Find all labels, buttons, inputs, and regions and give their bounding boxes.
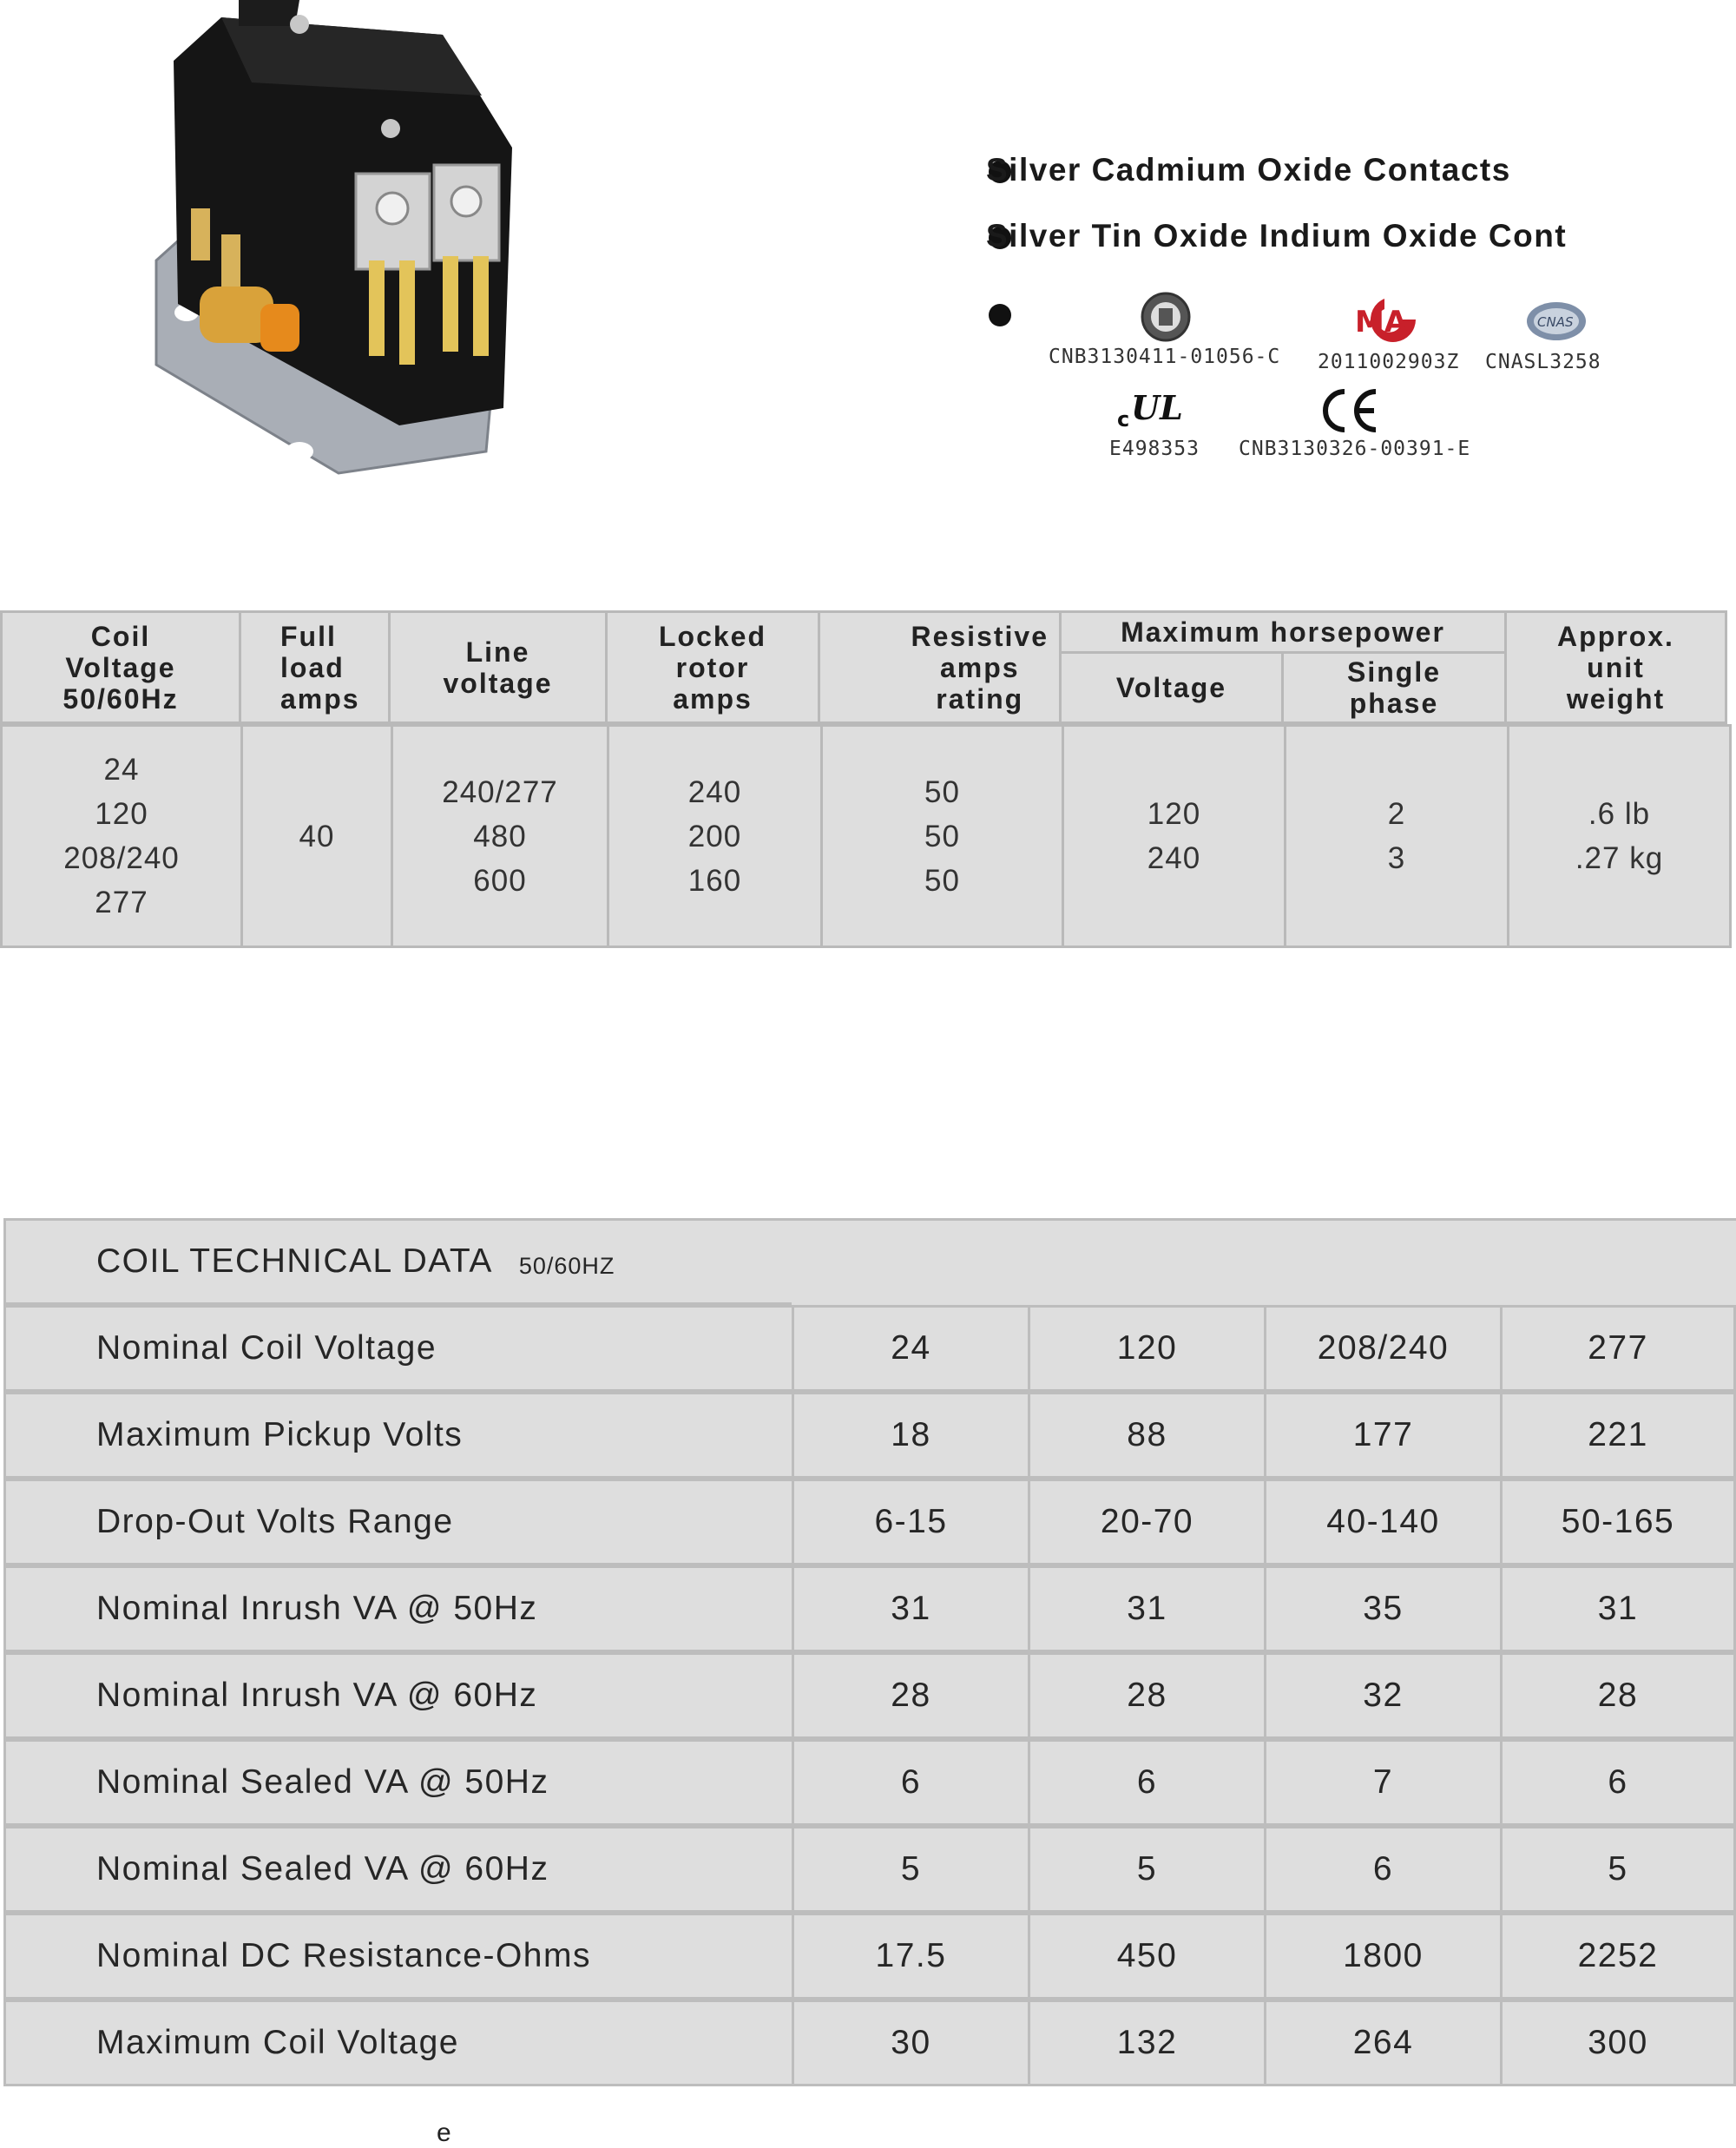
coil-row-value: 31 — [1028, 1565, 1266, 1652]
coil-row-value: 177 — [1264, 1392, 1503, 1479]
cnas-cert-label: CNASL3258 — [1485, 351, 1601, 373]
ce-cert-label: CNB3130326-00391-E — [1239, 438, 1471, 460]
coil-row-value: 17.5 — [792, 1913, 1030, 2000]
coil-row-label: Nominal Sealed VA @ 50Hz — [3, 1739, 794, 1826]
coil-table-row — [3, 1392, 1736, 1479]
coil-row-label: Nominal Inrush VA @ 50Hz — [3, 1565, 794, 1652]
spec-value: 600 — [473, 863, 527, 898]
coil-row-value: 5 — [1500, 1826, 1736, 1913]
coil-row-value: 6 — [792, 1739, 1030, 1826]
coil-row-label: Nominal DC Resistance-Ohms — [3, 1913, 794, 2000]
spec-value: 50 — [924, 819, 960, 853]
coil-row-value: 40-140 — [1264, 1479, 1503, 1565]
spec-value: 240/277 — [442, 774, 558, 809]
spec-value: 200 — [687, 819, 742, 853]
spec-value: 2 — [1387, 797, 1406, 831]
contactor-product-image — [139, 0, 556, 486]
coil-table-row — [3, 1913, 1736, 2000]
cma-logo-text: MA — [1355, 305, 1408, 339]
spec-single-phase-values — [1284, 724, 1509, 948]
coil-row-value: 24 — [792, 1305, 1030, 1392]
spec-value: 50 — [924, 774, 960, 809]
spec-resistive-amps-values — [820, 724, 1064, 948]
spec-value: 50 — [924, 863, 960, 898]
coil-row-value: 7 — [1264, 1739, 1503, 1826]
coil-table-row — [3, 1826, 1736, 1913]
coil-row-value: 120 — [1028, 1305, 1266, 1392]
coil-row-value: 35 — [1264, 1565, 1503, 1652]
spec-value: 480 — [473, 819, 527, 853]
coil-row-value: 50-165 — [1500, 1479, 1736, 1565]
coil-title-empty-cell — [792, 1218, 1736, 1305]
feature-silver-cadmium: Silver Cadmium Oxide Contacts — [986, 152, 1511, 188]
header-line-voltage: Line voltage — [388, 610, 608, 724]
cnas-logo-text: CNAS — [1537, 314, 1574, 330]
coil-table-title — [3, 1218, 794, 1305]
spec-value: 160 — [687, 863, 742, 898]
header-resistive-amps-rating: Resistive amps rating — [818, 610, 1062, 724]
coil-row-value: 1800 — [1264, 1913, 1503, 2000]
coil-row-value: 28 — [1500, 1652, 1736, 1739]
coil-row-value: 5 — [792, 1826, 1030, 1913]
coil-table-row — [3, 2000, 1736, 2086]
coil-row-value: 264 — [1264, 2000, 1503, 2086]
coil-row-value: 6-15 — [792, 1479, 1030, 1565]
coil-row-value: 450 — [1028, 1913, 1266, 2000]
spec-coil-voltage-values — [0, 724, 243, 948]
cqc-cert-icon — [1140, 291, 1192, 343]
header-hp-voltage: Voltage — [1059, 651, 1284, 724]
coil-row-value: 5 — [1028, 1826, 1266, 1913]
specification-table — [0, 610, 1732, 948]
ul-logo-text: UL — [1131, 388, 1183, 427]
spec-value: .6 lb — [1588, 797, 1651, 831]
coil-row-value: 6 — [1264, 1826, 1503, 1913]
bullet-icon — [989, 304, 1011, 326]
coil-row-value: 221 — [1500, 1392, 1736, 1479]
coil-row-value: 88 — [1028, 1392, 1266, 1479]
coil-row-value: 2252 — [1500, 1913, 1736, 2000]
spec-value: 24 — [103, 753, 140, 787]
coil-row-value: 31 — [792, 1565, 1030, 1652]
cqc-cert-label: CNB3130411-01056-C — [1049, 346, 1281, 368]
coil-row-label: Maximum Pickup Volts — [3, 1392, 794, 1479]
coil-table-row — [3, 1652, 1736, 1739]
cma-cert-icon — [1348, 295, 1421, 344]
coil-row-label: Maximum Coil Voltage — [3, 2000, 794, 2086]
coil-row-label: Nominal Inrush VA @ 60Hz — [3, 1652, 794, 1739]
spec-value: .27 kg — [1575, 841, 1664, 875]
coil-row-value: 20-70 — [1028, 1479, 1266, 1565]
coil-row-value: 28 — [1028, 1652, 1266, 1739]
ce-mark-icon — [1315, 385, 1384, 437]
footer-mark: e — [437, 2118, 451, 2147]
spec-value: 40 — [299, 819, 335, 853]
spec-value: 120 — [95, 797, 148, 831]
spec-value: 240 — [687, 774, 742, 809]
coil-row-value: 6 — [1028, 1739, 1266, 1826]
ul-logo-c: c — [1117, 407, 1130, 432]
coil-row-value: 28 — [792, 1652, 1030, 1739]
spec-value: 3 — [1387, 841, 1406, 875]
coil-row-label: Drop-Out Volts Range — [3, 1479, 794, 1565]
coil-row-value: 6 — [1500, 1739, 1736, 1826]
coil-row-value: 277 — [1500, 1305, 1736, 1392]
coil-table-row — [3, 1479, 1736, 1565]
spec-line-voltage-values — [391, 724, 609, 948]
coil-table-title-row — [3, 1218, 1736, 1305]
spec-value: 277 — [95, 886, 148, 919]
cnas-cert-icon — [1525, 300, 1588, 343]
coil-row-value: 31 — [1500, 1565, 1736, 1652]
header-single-phase: Single phase — [1281, 651, 1507, 724]
coil-table-row — [3, 1565, 1736, 1652]
spec-value: 120 — [1147, 797, 1201, 831]
coil-row-label: Nominal Sealed VA @ 60Hz — [3, 1826, 794, 1913]
header-coil-voltage: Coil Voltage 50/60Hz — [0, 610, 241, 724]
coil-row-value: 300 — [1500, 2000, 1736, 2086]
spec-value: 240 — [1147, 841, 1201, 875]
spec-full-load-amps-value — [240, 724, 393, 948]
header-max-horsepower: Maximum horsepower — [1059, 610, 1507, 654]
coil-subtitle-text: 50/60HZ — [518, 1252, 615, 1279]
header-locked-rotor-amps: Locked rotor amps — [605, 610, 820, 724]
header-approx-unit-weight: Approx. unit weight — [1504, 610, 1727, 724]
header-full-load-amps: Full load amps — [239, 610, 391, 724]
coil-table-row — [3, 1739, 1736, 1826]
coil-row-value: 208/240 — [1264, 1305, 1503, 1392]
coil-row-label: Nominal Coil Voltage — [3, 1305, 794, 1392]
coil-row-value: 30 — [792, 2000, 1030, 2086]
cma-cert-label: 2011002903Z — [1318, 351, 1460, 373]
coil-table-row — [3, 1305, 1736, 1392]
spec-locked-rotor-amps-values — [607, 724, 823, 948]
coil-row-value: 32 — [1264, 1652, 1503, 1739]
coil-row-value: 18 — [792, 1392, 1030, 1479]
coil-row-value: 132 — [1028, 2000, 1266, 2086]
coil-title-text: COIL TECHNICAL DATA — [96, 1242, 493, 1280]
spec-hp-voltage-values — [1062, 724, 1286, 948]
ul-cert-icon — [1115, 386, 1183, 432]
feature-silver-tin: Silver Tin Oxide Indium Oxide Cont — [986, 218, 1568, 254]
spec-value: 208/240 — [63, 841, 180, 875]
spec-unit-weight-values — [1507, 724, 1732, 948]
ul-cert-label: E498353 — [1109, 438, 1200, 460]
